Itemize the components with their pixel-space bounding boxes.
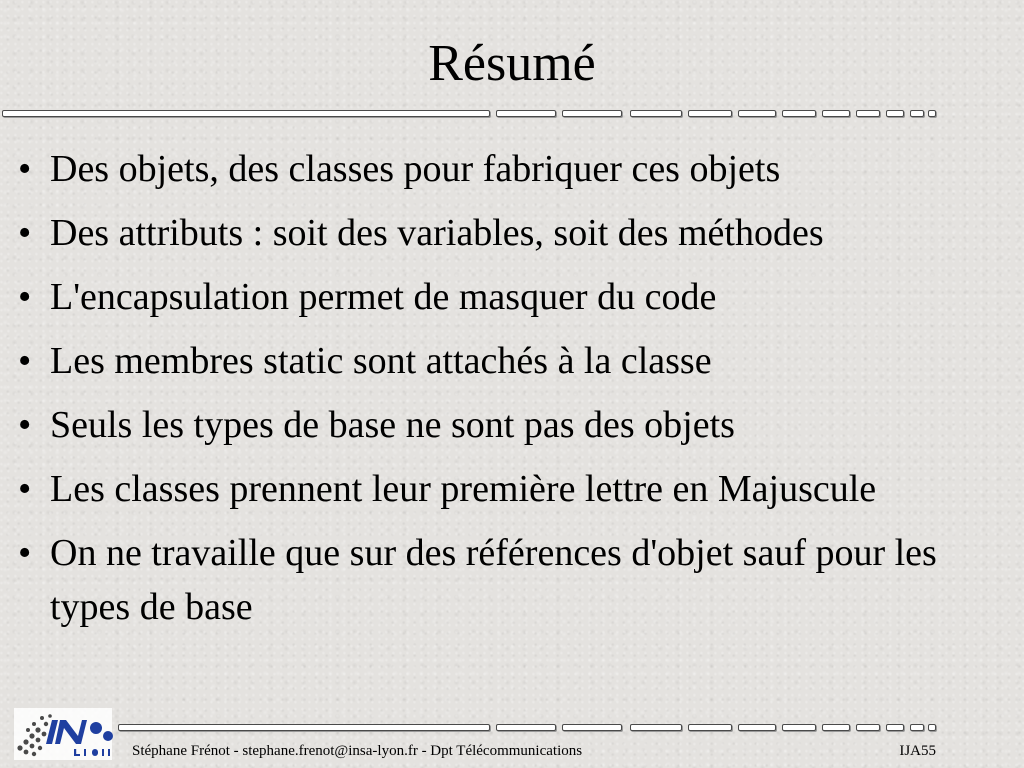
bullet-text: Des attributs : soit des variables, soit des méthodes (50, 212, 824, 254)
list-item (14, 206, 1014, 260)
bullet-dot: • (18, 212, 32, 254)
slide-title: Résumé (428, 35, 596, 92)
bullet-text: L'encapsulation permet de masquer du code (50, 276, 717, 318)
bullet-text: Les membres static sont attachés à la classe (50, 340, 712, 382)
bullet-text: Les classes prennent leur première lettre en Majuscule (50, 468, 877, 510)
bullet-dot: • (18, 468, 32, 510)
bullet-dot: • (18, 148, 32, 190)
bullet-dot: • (18, 276, 32, 318)
bullet-dot: • (18, 340, 32, 382)
bullet-dot: • (18, 404, 32, 446)
list-item (14, 270, 1014, 324)
list-item (14, 398, 1014, 452)
list-item (14, 526, 1014, 634)
list-item (14, 462, 1014, 516)
list-item (14, 142, 1014, 196)
insa-logo-icon (12, 706, 116, 762)
bullet-text: On ne travaille que sur des références d'objet sauf pour les types de base (50, 532, 937, 628)
footer-author-line: Stéphane Frénot - stephane.frenot@insa-lyon.fr - Dpt Télécommunications (132, 743, 583, 759)
bullet-text: Des objets, des classes pour fabriquer ces objets (50, 148, 781, 190)
bullet-dot: • (18, 532, 32, 574)
bullet-text: Seuls les types de base ne sont pas des objets (50, 404, 735, 446)
page-id: IJA55 (899, 743, 936, 759)
bullet-list (14, 142, 1014, 644)
list-item (14, 334, 1014, 388)
